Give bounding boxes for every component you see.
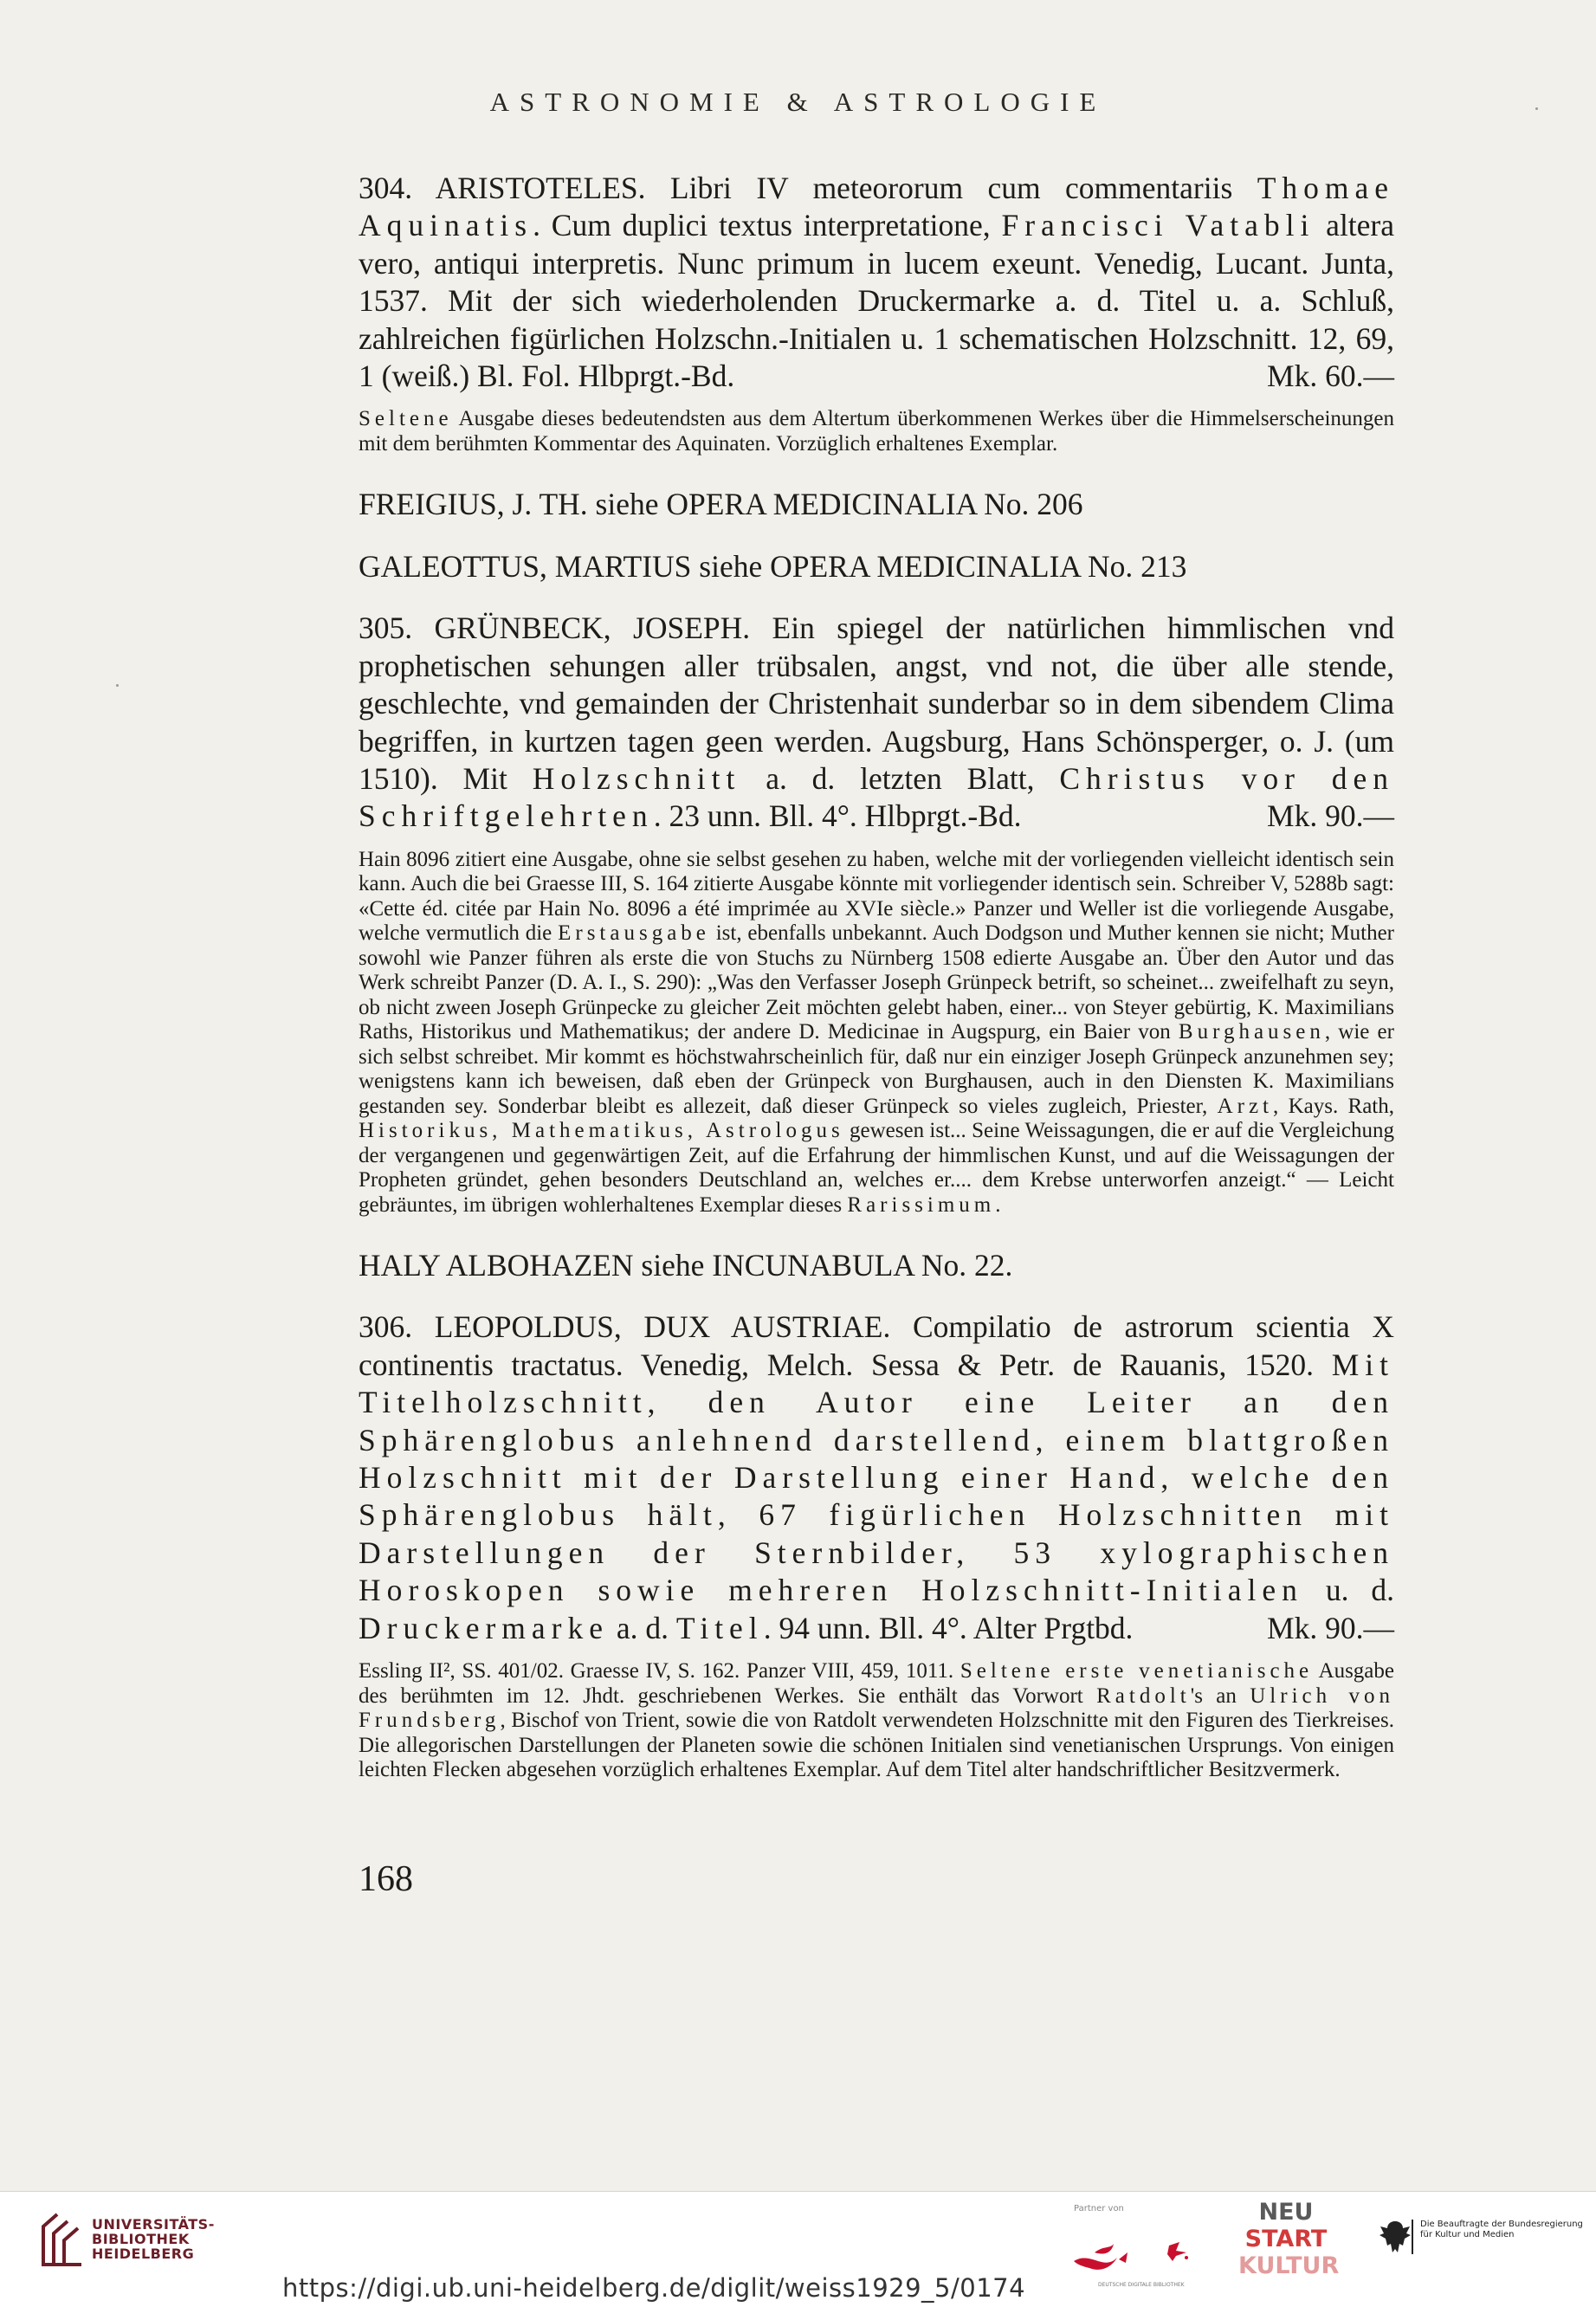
viewer-footer [0, 2191, 1596, 2307]
entry-305-note [359, 848, 1394, 1218]
note-text: , wie er sich selbst schreibet. Mir kommt es höchstwahrscheinlich für, daß nur ein einziger Joseph Grünpeck anzunehmen sey; wenigstens kann ich beweisen, daß eben der Grünpeck von Burghausen, auch in den Diensten K. Maximilians gestanden sey. Sonderbar bleibt es allezeit, daß dieser Grünpeck so vieles zugleich, Priester, [359, 1020, 1394, 1118]
entry-305-text: 305. GRÜNBECK, JOSEPH. Ein spiegel der natürlichen himmlischen vnd prophetischen sehungen aller trübsalen, angst, vnd not, die über alle stende, geschlechte, vnd gemainden der Christenhait sunderbar so in dem sibendem Clima begriffen, in kurtzen tagen geen werden. Augsburg, Hans Schönsperger, o. J. (um 1510). Mit [359, 611, 1394, 797]
note-text: 's an [1190, 1683, 1250, 1708]
permalink-url[interactable]: https://digi.ub.uni-heidelberg.de/diglit/weiss1929_5/0174 [282, 2273, 1026, 2303]
spaced-text: Francisci Vatabli [1001, 208, 1315, 243]
spaced-text: Rarissimum [847, 1192, 996, 1217]
spaced-text: Seltene [359, 407, 453, 431]
price: Mk. 60.— [1267, 359, 1394, 394]
note-text: , Bischof von Trient, sowie die von Ratdolt verwendeten Holzschnitte mit den Figuren des Tierkreises. Die allegorischen Darstellungen der Planeten sowie die schönen Initialen sind venetianischen Ursprungs. Von einigen leichten Flecken abgesehen vorzüglich erhaltenes Exemplar. Auf dem Titel alter handschriftlicher Besitzvermerk. [359, 1709, 1394, 1782]
university-library-logo-icon[interactable] [38, 2209, 87, 2270]
federal-eagle-icon[interactable] [1377, 2216, 1413, 2258]
spaced-text: Titel [675, 1610, 764, 1645]
entry-305-text: . 23 unn. Bll. 4°. Hlbprgt.-Bd. [653, 798, 1022, 834]
note-text: ist, ebenfalls unbekannt. Auch Dodgson und Muther kennen sie nicht; Muther sowohl wie Panzer führen als erste die von Stuchs zu Nürnberg 1508 edierte Ausgabe an. Über den Autor und das Werk schreibt Panzer (D. A. I., S. 290): „Was den Verfasser Joseph Grünpeck betrift, so scheinet... zweifelhaft zu seyn, ob nicht zween Joseph Grünpecke zu gleicher Zeit möchten gelebt haben, einer... von Steyer gebürtig, K. Maximilians Raths, Historikus und Mathematikus; der andere D. Medicinae in Augspurg, ein Baier von [359, 921, 1395, 1044]
spaced-text: Mit Titelholzschnitt, den Autor eine Leiter an den Sphärenglobus anlehnend darstellend, einem blattgroßen Holzschnitt mit der Darstellung einer Hand, welche den Sphärenglobus hält, 67 figürlichen Holzschnitten mit Darstellungen der Sternbilder, 53 xylographischen Horoskopen sowie mehreren Holzschnitt-Initialen [359, 1347, 1394, 1608]
spaced-text: Burghausen [1178, 1020, 1325, 1044]
price: Mk. 90.— [1267, 798, 1394, 834]
catalogue-content [359, 170, 1394, 1783]
entry-304-text: 304. ARISTOTELES. Libri IV meteororum cum commentariis [359, 171, 1257, 205]
entry-304-note [359, 407, 1394, 456]
spaced-text: Historikus, Mathematikus, Astrologus [359, 1119, 844, 1143]
entry-304-text: altera vero, antiqui interpretis. Nunc primum in lucem exeunt. Venedig, Lucant. Junta, 1537. Mit der sich wiederholenden Druckermarke a. d. Titel u. a. Schluß, zahlreichen figürlichen Holzschn.-Initialen u. 1 schematischen Holzschnitt. 12, 69, 1 (weiß.) Bl. Fol. Hlbprgt.-Bd. [359, 208, 1395, 394]
entry-306-text: u. d. [1302, 1573, 1395, 1608]
library-name[interactable] [92, 2217, 215, 2261]
entry-306-text: . 94 unn. Bll. 4°. Alter Prgtbd. [763, 1610, 1134, 1645]
cross-reference-haly: HALY ALBOHAZEN siehe INCUNABULA No. 22. [359, 1248, 1013, 1283]
partner-label: Partner von [1074, 2204, 1124, 2213]
bkm-label-line: Die Beauftragte der Bundesregierung [1420, 2220, 1583, 2229]
cross-reference-galeottus: GALEOTTUS, MARTIUS siehe OPERA MEDICINALIA No. 213 [359, 549, 1187, 585]
spaced-text: Christus vor den Schriftgelehrten [359, 761, 1395, 834]
spaced-text: Erstausgabe [558, 921, 710, 946]
paper-speck [116, 684, 119, 687]
note-text: Ausgabe dieses bedeutendsten aus dem Altertum überkommenen Werkes über die Himmelserscheinungen mit dem berühmten Kommentar des Aquinaten. Vorzüglich erhaltenes Exemplar. [359, 407, 1394, 456]
paper-speck [1535, 107, 1538, 110]
note-text: . [995, 1192, 1001, 1217]
entry-304 [359, 170, 1394, 395]
logo-line: START [1244, 2226, 1328, 2252]
spaced-text: Seltene erste venetianische [960, 1659, 1314, 1683]
running-header: ASTRONOMIE & ASTROLOGIE [489, 87, 1107, 117]
ddb-label: DEUTSCHE DIGITALE BIBLIOTHEK [1098, 2282, 1185, 2288]
page-number: 168 [359, 1859, 413, 1899]
bkm-label-line: für Kultur und Medien [1420, 2230, 1515, 2239]
note-text: gewesen ist... Seine Weissagungen, die er auf die Vergleichung der vergangenen und gegenwärtigen Zeit, auf die Erfahrung der himmlischen Kunst, und auf die Weissagungen der Propheten gründet, gehen besonders Deutschland an, welches er.... dem Krebse unterworfen anzeigt.“ — Leicht gebräuntes, im übrigen wohlerhaltenes Exemplar dieses [359, 1119, 1394, 1217]
entry-306-text: a. d. [609, 1610, 676, 1645]
spaced-text: Arzt [1217, 1094, 1273, 1118]
logo-line: NEU [1258, 2199, 1314, 2226]
library-name-line: UNIVERSITÄTS- [92, 2216, 215, 2233]
entry-306-note [359, 1659, 1394, 1783]
entry-306 [359, 1309, 1394, 1647]
note-text: Ausgabe des berühmten im 12. Jhdt. geschriebenen Werkes. Sie enthält das Vorwort [359, 1659, 1394, 1708]
spaced-text: Ulrich von Frundsberg [359, 1683, 1394, 1733]
logo-line: KULTUR [1238, 2252, 1340, 2279]
entry-305-text: a. d. letzten Blatt, [740, 761, 1060, 797]
neustart-kultur-logo[interactable] [1238, 2199, 1340, 2279]
spaced-text: Thomae Aquinatis [359, 171, 1394, 243]
bkm-label[interactable] [1420, 2220, 1583, 2240]
spaced-text: Druckermarke [359, 1610, 609, 1645]
entry-304-text: . Cum duplici textus interpretatione, [533, 208, 1002, 243]
note-text: Essling II², SS. 401/02. Graesse IV, S. 162. Panzer VIII, 459, 1011. [359, 1659, 960, 1683]
entry-306-text: 306. LEOPOLDUS, DUX AUSTRIAE. Compilatio de astrorum scientia X continentis tractatus. Venedig, Melch. Sessa & Petr. de Rauanis, 1520. [359, 1309, 1394, 1382]
library-name-line: BIBLIOTHEK [92, 2231, 190, 2247]
price: Mk. 90.— [1267, 1610, 1394, 1645]
spaced-text: Holzschnitt [532, 761, 741, 797]
note-text: Hain 8096 zitiert eine Ausgabe, ohne sie selbst gesehen zu haben, welche mit der vorliegenden vielleicht identisch sein kann. Auch die bei Graesse III, S. 164 zitierte Ausgabe könnte mit vorliegender identisch sein. Schreiber V, 5288b sagt: «Cette éd. citée par Hain No. 8096 a été imprimée au XVIe siècle.» Panzer und Weller ist die vorliegende Ausgabe, welche vermutlich die [359, 847, 1394, 946]
library-name-line: HEIDELBERG [92, 2246, 195, 2262]
spaced-text: Ratdolt [1096, 1683, 1191, 1708]
cross-reference-freigius: FREIGIUS, J. TH. siehe OPERA MEDICINALIA No. 206 [359, 487, 1083, 522]
note-text: , Kays. Rath, [1272, 1094, 1394, 1118]
entry-305 [359, 610, 1394, 835]
